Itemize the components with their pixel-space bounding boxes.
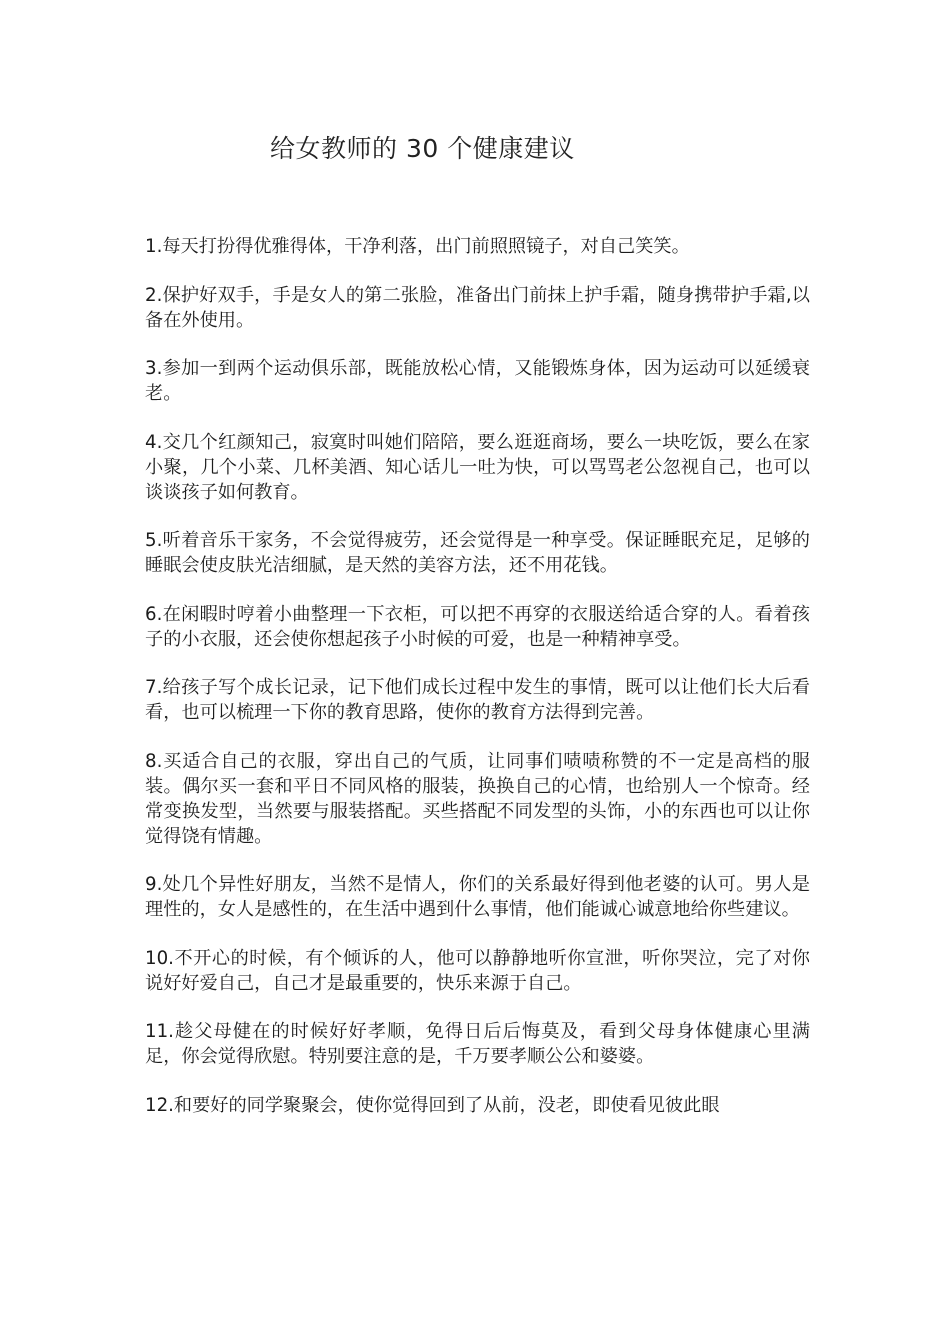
- paragraph-10: 10.不开心的时候，有个倾诉的人，他可以静静地听你宣泄，听你哭泣，完了对你说好好爱自己，自己才是最重要的，快乐来源于自己。: [145, 947, 810, 994]
- document-title: 给女教师的 30 个健康建议: [270, 134, 575, 163]
- paragraph-6: 6.在闲暇时哼着小曲整理一下衣柜，可以把不再穿的衣服送给适合穿的人。看着孩子的小衣服，还会使你想起孩子小时候的可爱，也是一种精神享受。: [145, 603, 810, 650]
- document-body: [145, 234, 810, 1141]
- paragraph-1: 1.每天打扮得优雅得体，干净利落，出门前照照镜子，对自己笑笑。: [145, 236, 690, 257]
- paragraph-2: 2.保护好双手，手是女人的第二张脸，准备出门前抹上护手霜，随身携带护手霜,以备在外使用。: [145, 284, 810, 331]
- paragraph-9: 9.处几个异性好朋友，当然不是情人，你们的关系最好得到他老婆的认可。男人是理性的，女人是感性的，在生活中遇到什么事情，他们能诚心诚意地给你些建议。: [145, 874, 810, 920]
- paragraph-12: 12.和要好的同学聚聚会，使你觉得回到了从前，没老，即使看见彼此眼: [145, 1094, 720, 1116]
- paragraph-3: 3.参加一到两个运动俱乐部，既能放松心情，又能锻炼身体，因为运动可以延缓衰老。: [145, 358, 810, 404]
- paragraph-4: 4.交几个红颜知己，寂寞时叫她们陪陪，要么逛逛商场，要么一块吃饭，要么在家小聚，几个小菜、几杯美酒、知心话儿一吐为快，可以骂骂老公忽视自己，也可以谈谈孩子如何教育。: [145, 431, 810, 503]
- paragraph-8: 8.买适合自己的衣服，穿出自己的气质，让同事们啧啧称赞的不一定是高档的服装。偶尔买一套和平日不同风格的服装，换换自己的心情，也给别人一个惊奇。经常变换发型，当然要与服装搭配。买些搭配不同发型的头饰，小的东西也可以让你觉得饶有情趣。: [145, 750, 810, 847]
- paragraph-5: 5.听着音乐干家务，不会觉得疲劳，还会觉得是一种享受。保证睡眠充足，足够的睡眠会使皮肤光洁细腻，是天然的美容方法，还不用花钱。: [145, 530, 810, 576]
- paragraph-11: 11.趁父母健在的时候好好孝顺，免得日后后悔莫及，看到父母身体健康心里满足，你会觉得欣慰。特别要注意的是，千万要孝顺公公和婆婆。: [145, 1021, 810, 1067]
- paragraph-7: 7.给孩子写个成长记录，记下他们成长过程中发生的事情，既可以让他们长大后看看，也可以梳理一下你的教育思路，使你的教育方法得到完善。: [145, 677, 810, 723]
